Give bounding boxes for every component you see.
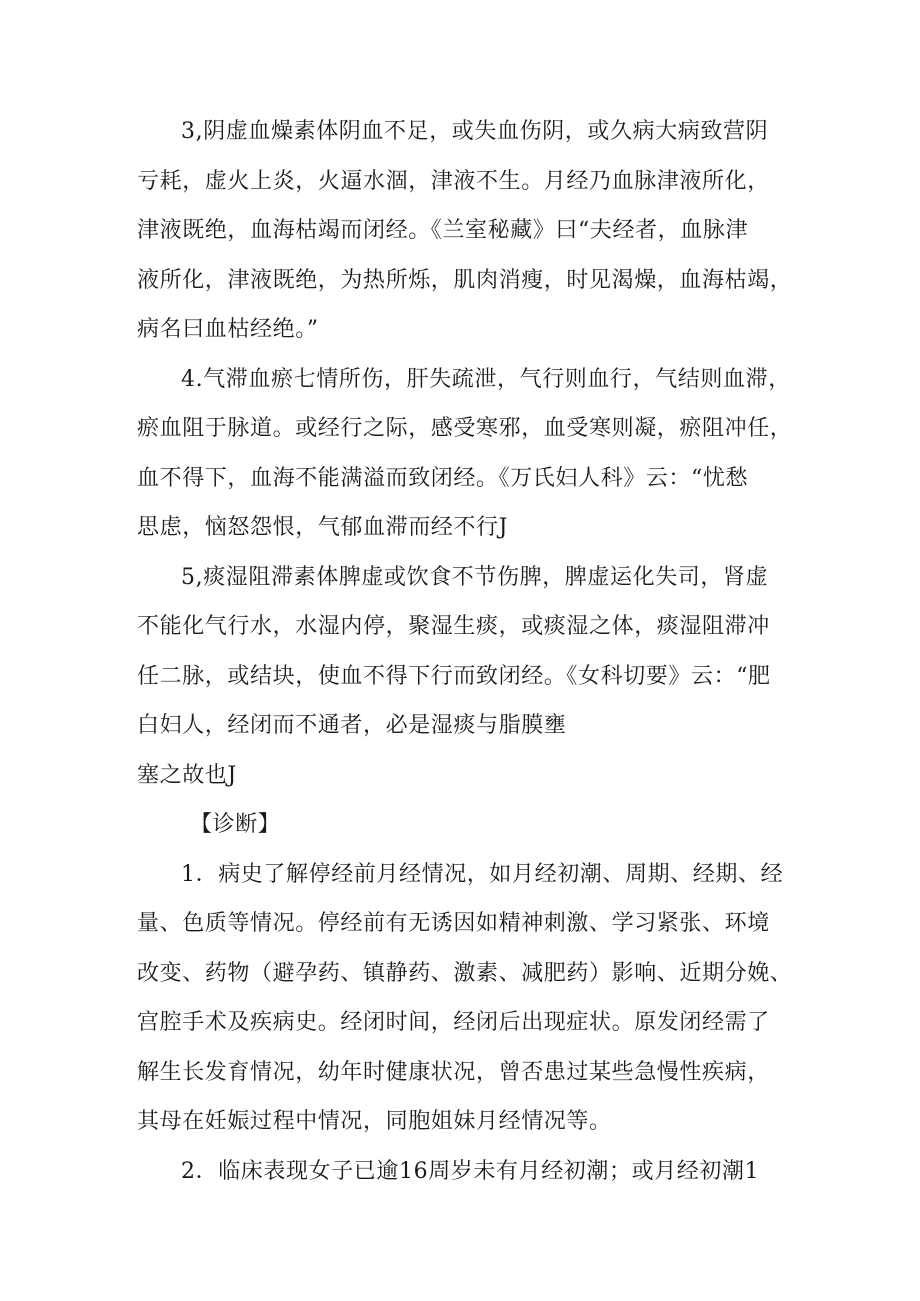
paragraph-3-line-2: 亏耗，虚火上炎，火逼水涸，津液不生。月经乃血脉津液所化， — [137, 169, 770, 194]
paragraph-3-line-4: 液所化，津液既绝，为热所烁，肌肉消瘦，时见渴燥，血海枯竭， — [137, 268, 793, 293]
paragraph-5-line-2: 不能化气行水，水湿内停，聚湿生痰，或痰湿之体，痰湿阻滞冲 — [137, 614, 770, 639]
diagnosis-item-1-line-2: 量、色质等情况。停经前有无诱因如精神刺激、学习紧张、环境 — [137, 911, 770, 936]
paragraph-5-line-4: 白妇人，经闭而不通者，必是湿痰与脂膜壅 — [137, 713, 567, 738]
diagnosis-item-1-line-3: 改变、药物（避孕药、镇静药、激素、减肥药）影响、近期分娩、 — [137, 961, 793, 986]
paragraph-5-line-5: 塞之故也J — [137, 763, 237, 788]
paragraph-4-line-3: 血不得下，血海不能满溢而致闭经。《万氏妇人科》云：“忧愁 — [137, 466, 749, 491]
diagnosis-item-2-line-1: 2．临床表现女子已逾16周岁未有月经初潮；或月经初潮1 — [181, 1159, 760, 1184]
paragraph-5-line-3: 任二脉，或结块，使血不得下行而致闭经。《女科切要》云：“肥 — [137, 664, 771, 689]
paragraph-4-line-1: 4.气滞血瘀七情所伤，肝失疏泄，气行则血行，气结则血滞， — [181, 367, 791, 392]
diagnosis-item-1-line-6: 其母在妊娠过程中情况，同胞姐妹月经情况等。 — [137, 1109, 612, 1134]
paragraph-3-line-3: 津液既绝，血海枯竭而闭经。《兰室秘藏》曰“夫经者，血脉津 — [137, 218, 749, 243]
paragraph-3-line-1: 3,阴虚血燥素体阴血不足，或失血伤阴，或久病大病致营阴 — [181, 119, 769, 144]
paragraph-5-line-1: 5,痰湿阻滞素体脾虚或饮食不节伤脾，脾虚运化失司，肾虚 — [181, 565, 769, 590]
section-heading-diagnosis: 【诊断】 — [190, 812, 281, 837]
paragraph-4-line-4: 思虑，恼怒怨恨，气郁血滞而经不行J — [137, 515, 509, 540]
diagnosis-item-1-line-4: 宫腔手术及疾病史。经闭时间，经闭后出现症状。原发闭经需了 — [137, 1010, 770, 1035]
paragraph-4-line-2: 瘀血阻于脉道。或经行之际，感受寒邪，血受寒则凝，瘀阻冲任， — [137, 416, 793, 441]
paragraph-3-line-5: 病名曰血枯经绝。” — [137, 317, 319, 342]
diagnosis-item-1-line-5: 解生长发育情况，幼年时健康状况，曾否患过某些急慢性疾病， — [137, 1060, 770, 1085]
diagnosis-item-1-line-1: 1．病史了解停经前月经情况，如月经初潮、周期、经期、经 — [181, 862, 784, 887]
